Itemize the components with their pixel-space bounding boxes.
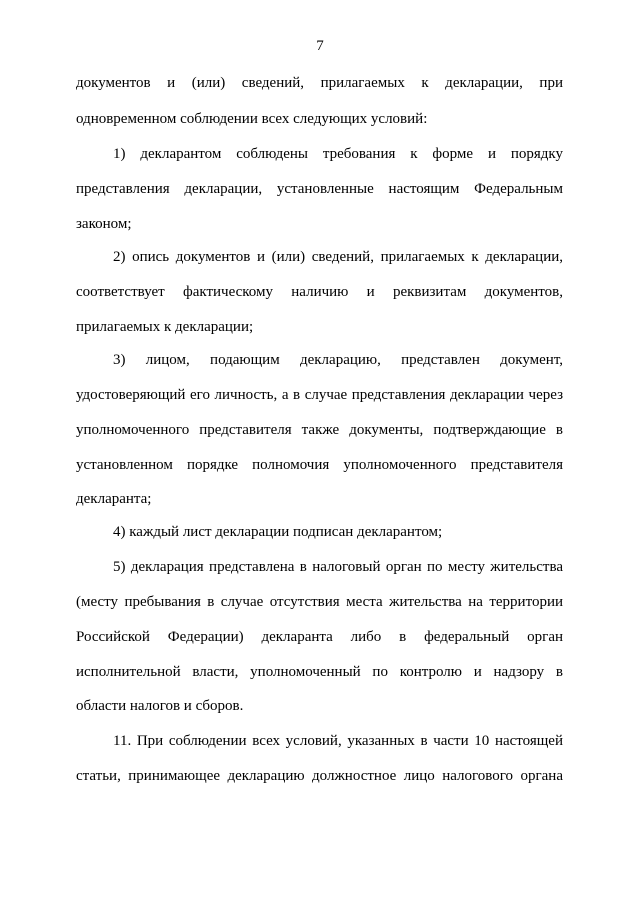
text-line: прилагаемых к декларации; bbox=[76, 319, 254, 335]
text-line: уполномоченного представителя также документы, подтверждающие в bbox=[76, 422, 563, 438]
text-line: 3) лицом, подающим декларацию, представлен документ, bbox=[113, 352, 563, 368]
text-line: области налогов и сборов. bbox=[76, 698, 244, 714]
text-line: представления декларации, установленные настоящим Федеральным bbox=[76, 181, 563, 197]
text-line: установленном порядке полномочия уполномоченного представителя bbox=[76, 457, 563, 473]
text-line: одновременном соблюдении всех следующих условий: bbox=[76, 111, 428, 127]
text-line: 2) опись документов и (или) сведений, прилагаемых к декларации, bbox=[113, 249, 563, 265]
text-line: 4) каждый лист декларации подписан декларантом; bbox=[113, 524, 443, 540]
text-line: 5) декларация представлена в налоговый орган по месту жительства bbox=[113, 559, 563, 575]
text-line: 1) декларантом соблюдены требования к форме и порядку bbox=[113, 146, 563, 162]
text-line: (месту пребывания в случае отсутствия места жительства на территории bbox=[76, 594, 563, 610]
text-line: исполнительной власти, уполномоченный по контролю и надзору в bbox=[76, 664, 563, 680]
text-line: документов и (или) сведений, прилагаемых к декларации, при bbox=[76, 75, 563, 91]
text-line: декларанта; bbox=[76, 491, 152, 507]
text-line: законом; bbox=[76, 216, 132, 232]
page-number: 7 bbox=[316, 38, 324, 54]
text-line: Российской Федерации) декларанта либо в федеральный орган bbox=[76, 629, 563, 645]
text-line: 11. При соблюдении всех условий, указанных в части 10 настоящей bbox=[113, 733, 563, 749]
text-line: соответствует фактическому наличию и реквизитам документов, bbox=[76, 284, 563, 300]
text-line: удостоверяющий его личность, а в случае представления декларации через bbox=[76, 387, 563, 403]
text-line: статьи, принимающее декларацию должностное лицо налогового органа bbox=[76, 768, 563, 784]
